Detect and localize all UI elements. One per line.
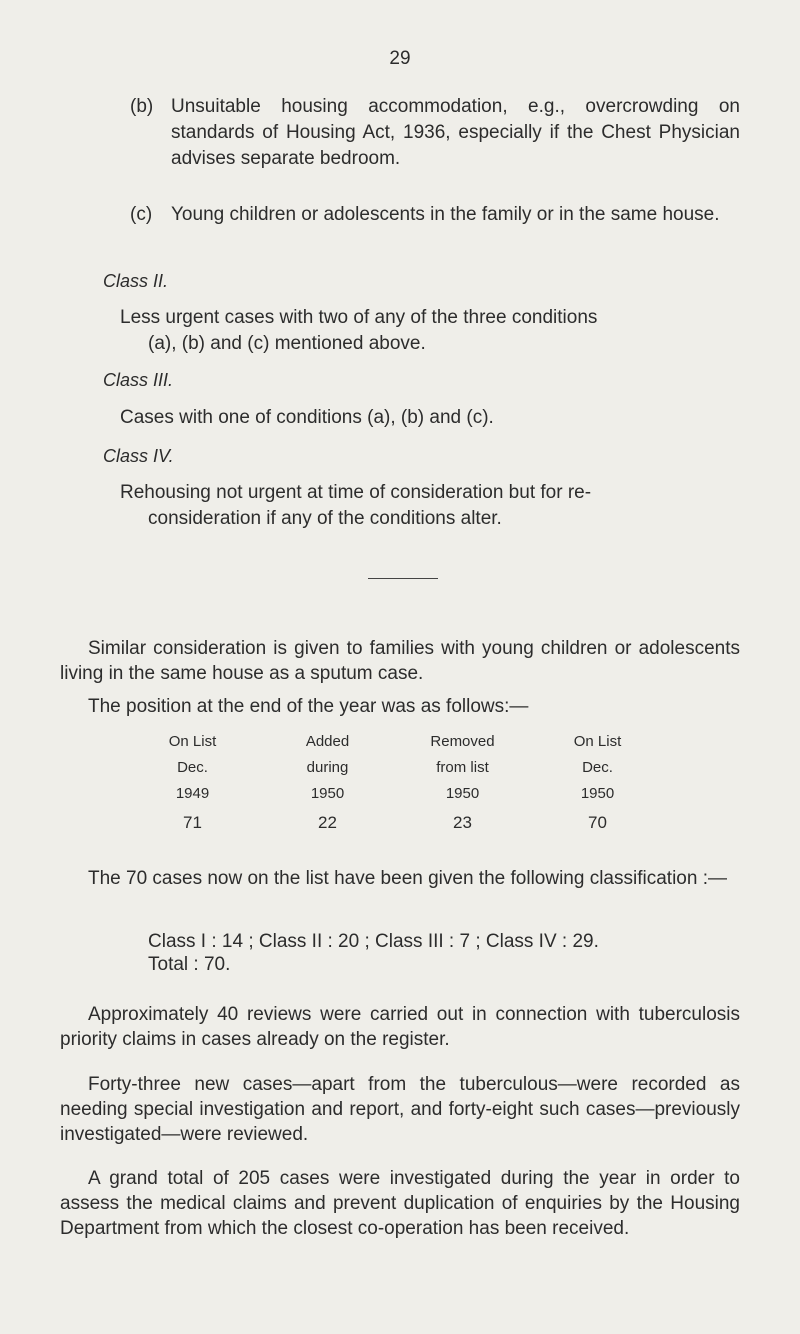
table-cell: 22 (318, 813, 337, 832)
item-label: (b) (130, 96, 154, 117)
paragraph-cases: The 70 cases now on the list have been given the following classification :— (88, 868, 727, 889)
item-label: (c) (130, 204, 153, 225)
item-text: Unsuitable housing accommodation, e.g., overcrowding on standards of Housing Act, 1936, especially if the Chest Physician advises separate bedroom. (171, 96, 740, 169)
table-cell: 23 (453, 813, 472, 832)
class-description: Cases with one of conditions (a), (b) and (c). (120, 407, 494, 428)
table-header-row: On List Added Removed On List (168, 732, 622, 750)
paragraph-grand-total: A grand total of 205 cases were investigated during the year in order to assess the medical claims and prevent duplication of enquiries by the Housing Department from which the closest co-operation has been received. (60, 1168, 740, 1239)
paragraph-similar: Similar consideration is given to families with young children or adolescents living in the same house as a sputum case. (60, 638, 740, 684)
paragraph-forty-three: Forty-three new cases—apart from the tuberculous—were recorded as needing special investigation and report, and forty-eight such cases—previously investigated—were reviewed. (60, 1074, 740, 1145)
class-total: Total : 70. (148, 954, 231, 975)
position-table (125, 728, 665, 836)
class-heading: Class II. (103, 271, 169, 291)
table-row (125, 806, 665, 836)
section-divider (368, 578, 438, 579)
table-cell: 71 (183, 813, 202, 832)
item-b (130, 94, 740, 172)
class-description: Less urgent cases with two of any of the three conditions (a), (b) and (c) mentioned above. (120, 307, 598, 354)
class-description: Rehousing not urgent at time of consideration but for re- consideration if any of the conditions alter. (120, 482, 592, 529)
table-cell: 70 (588, 813, 607, 832)
table-header-row: 1949 1950 1950 1950 (175, 784, 615, 802)
paragraph-reviews: Approximately 40 reviews were carried out in connection with tuberculosis priority claims in cases already on the register. (60, 1004, 740, 1050)
table-header-row: Dec. during from list Dec. (177, 758, 613, 776)
page-number: 29 (389, 48, 411, 69)
class-heading: Class IV. (103, 446, 174, 466)
class-heading: Class III. (103, 370, 174, 390)
paragraph-position: The position at the end of the year was as follows:— (88, 696, 529, 717)
item-c (130, 202, 740, 228)
class-summary: Class I : 14 ; Class II : 20 ; Class III : 7 ; Class IV : 29. (148, 931, 599, 952)
item-text: Young children or adolescents in the family or in the same house. (171, 204, 720, 225)
